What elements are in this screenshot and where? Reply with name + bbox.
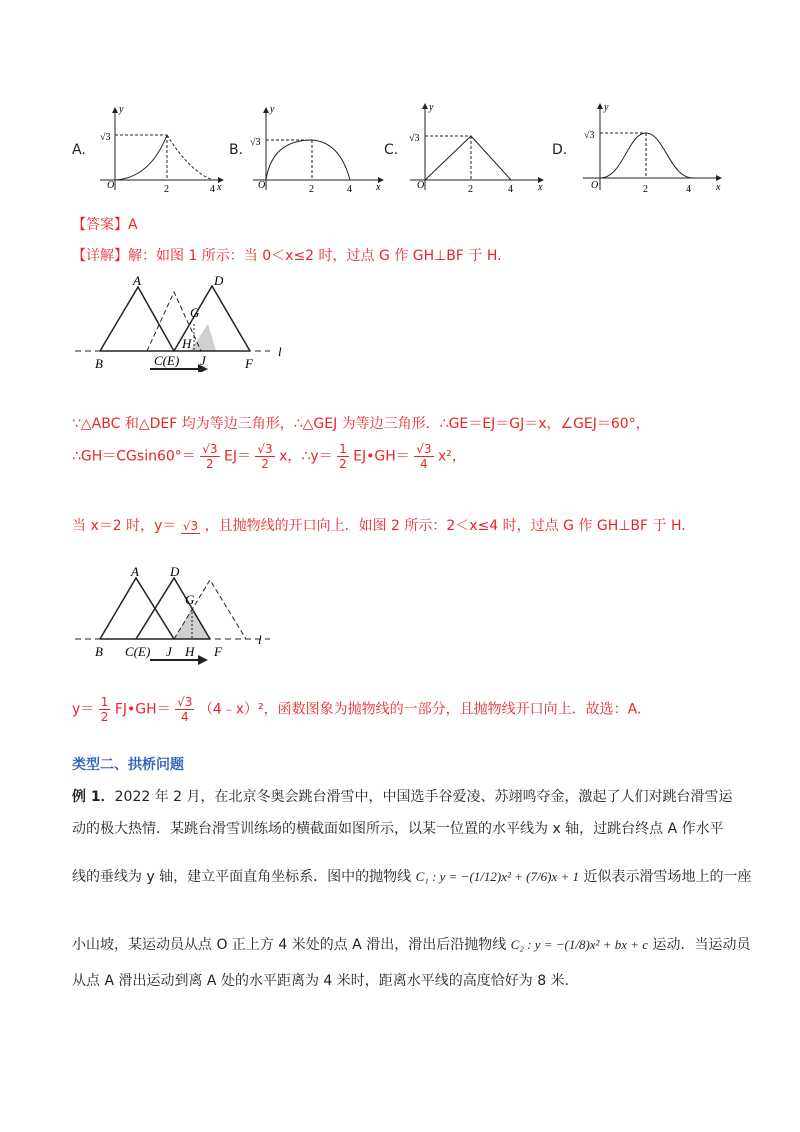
svg-text:J: J <box>200 353 206 368</box>
answer-line: 【答案】A <box>72 217 138 233</box>
detail-line5: y＝ $\frac{1}{2}$ FJ•GH＝ $\frac{√3}{4}$ （4﹣x）²，函数图象为抛物线的一部分，且抛物线开口向上．故选：A. <box>72 695 642 724</box>
detail-line4: 当 x＝2 时，y＝ √3 ，且抛物线的开口向上．如图 2 所示：2＜x≤4 时，过点 G 作 GH⊥BF 于 H. <box>72 518 686 534</box>
svg-text:4: 4 <box>210 184 215 195</box>
svg-text:l: l <box>278 344 282 359</box>
example-line3: 线的垂线为 y 轴，建立平面直角坐标系．图中的抛物线 C₁ : y = −(1/12)x² + (7/6)x + 1 近似表示滑雪场地上的一座 <box>72 869 752 885</box>
svg-text:A: A <box>133 273 141 288</box>
svg-text:√3: √3 <box>409 133 420 144</box>
figure-1 <box>70 272 290 372</box>
svg-text:D: D <box>214 273 224 288</box>
example-line2: 动的极大热情．某跳台滑雪训练场的横截面如图所示，以某一位置的水平线为 x 轴，过跳台终点 A 作水平 <box>72 821 724 837</box>
svg-text:x: x <box>217 182 222 193</box>
option-d-graph <box>578 100 728 195</box>
svg-text:F: F <box>214 644 222 659</box>
svg-text:D: D <box>170 566 180 579</box>
svg-text:2: 2 <box>468 184 473 195</box>
svg-text:4: 4 <box>347 184 352 195</box>
svg-text:O: O <box>258 180 266 191</box>
sqrt3-label: √3 <box>100 132 111 143</box>
svg-text:2: 2 <box>643 184 648 195</box>
example-line1: 例 1．2022 年 2 月，在北京冬奥会跳台滑雪中，中国选手谷爱凌、苏翊鸣夺金，激起了人们对跳台滑雪运 <box>72 789 733 805</box>
detail-line3: ∴GH＝CGsin60°＝ $\frac{√3}{2}$ EJ＝ $\frac{√3}{2}$ x，∴y＝ $\frac{1}{2}$ EJ•GH＝ $\frac{√3}{4}$ x²， <box>72 442 466 471</box>
svg-text:C(E): C(E) <box>125 644 151 659</box>
svg-text:x: x <box>538 182 543 193</box>
option-c-graph <box>405 100 550 195</box>
option-a-label: A. <box>72 142 86 158</box>
svg-text:G: G <box>185 592 195 607</box>
svg-text:A: A <box>131 566 139 579</box>
svg-text:√3: √3 <box>250 137 261 148</box>
svg-text:y: y <box>270 104 275 115</box>
example-line5: 从点 A 滑出运动到离 A 处的水平距离为 4 米时，距离水平线的高度恰好为 8 米． <box>72 973 579 989</box>
svg-text:x: x <box>376 182 381 193</box>
svg-text:2: 2 <box>309 184 314 195</box>
svg-text:C(E): C(E) <box>154 353 180 368</box>
formula-c2: C₂ : y = −(1/8)x² + bx + c <box>510 937 649 952</box>
option-b-graph <box>248 100 388 195</box>
option-a-graph <box>95 100 230 195</box>
svg-text:B: B <box>95 356 103 371</box>
option-c-label: C. <box>384 142 399 158</box>
svg-text:F: F <box>245 356 253 371</box>
option-b-label: B. <box>229 142 244 158</box>
svg-text:2: 2 <box>164 184 169 195</box>
svg-text:H: H <box>185 644 195 659</box>
svg-text:√3: √3 <box>584 130 595 141</box>
figure-2 <box>70 566 290 666</box>
svg-text:x: x <box>716 182 721 193</box>
example-line4: 小山坡，某运动员从点 O 正上方 4 米处的点 A 滑出，滑出后沿抛物线 C₂ : y = −(1/8)x² + bx + c 运动．当运动员 <box>72 937 751 953</box>
formula-c1: C₁ : y = −(1/12)x² + (7/6)x + 1 <box>415 869 579 884</box>
svg-text:4: 4 <box>686 184 691 195</box>
svg-text:l: l <box>258 632 262 647</box>
detail-line1: 【详解】解：如图 1 所示：当 0＜x≤2 时，过点 G 作 GH⊥BF 于 H. <box>72 248 502 264</box>
svg-text:B: B <box>95 644 103 659</box>
detail-line2: ∵△ABC 和△DEF 均为等边三角形，∴△GEJ 为等边三角形．∴GE＝EJ＝GJ＝x，∠GEJ＝60°， <box>72 416 650 432</box>
svg-text:y: y <box>119 104 124 115</box>
svg-text:O: O <box>417 180 425 191</box>
svg-text:O: O <box>107 180 115 191</box>
svg-text:4: 4 <box>508 184 513 195</box>
option-d-label: D. <box>552 142 568 158</box>
svg-text:O: O <box>591 180 599 191</box>
svg-text:H: H <box>182 336 192 351</box>
svg-text:J: J <box>166 644 172 659</box>
svg-text:y: y <box>604 102 609 113</box>
svg-text:G: G <box>190 305 200 320</box>
section-heading: 类型二、拱桥问题 <box>72 757 184 773</box>
svg-text:y: y <box>429 102 434 113</box>
